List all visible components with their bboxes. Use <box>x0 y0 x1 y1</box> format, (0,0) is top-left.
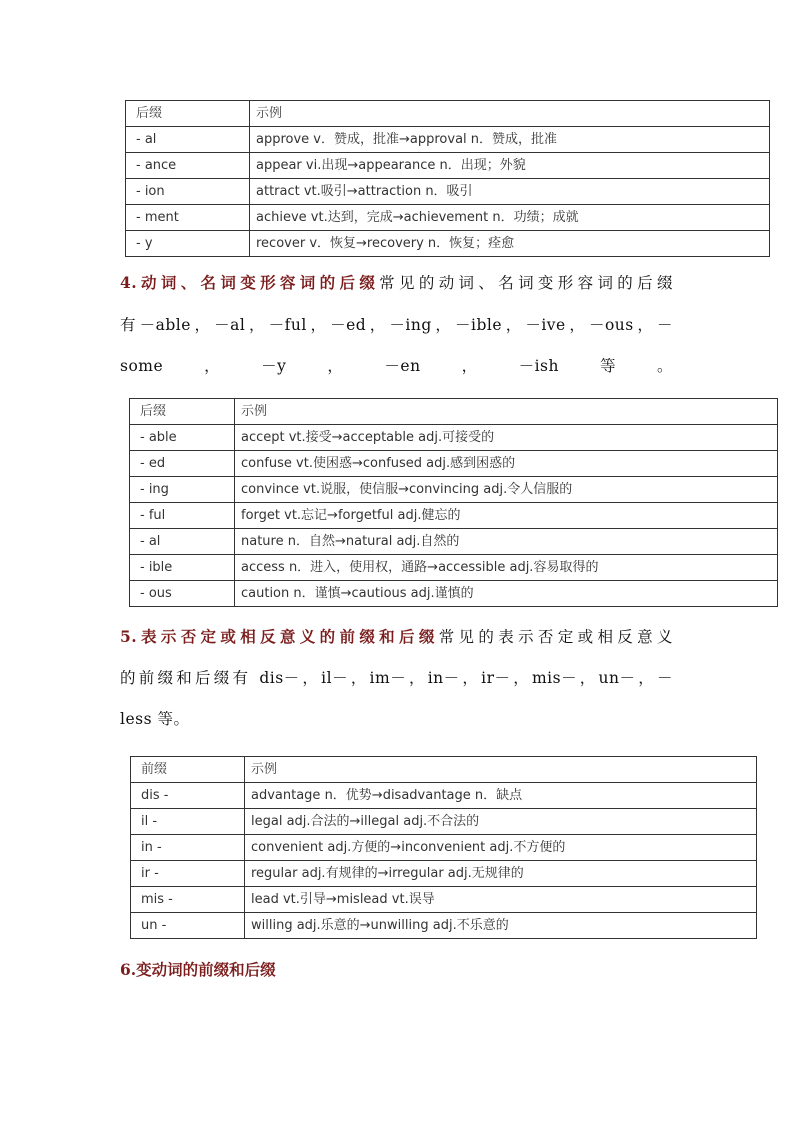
paragraph-line: 有－able，－al，－ful，－ed，－ing，－ible，－ive，－ous，－ <box>120 316 673 334</box>
table-header-row <box>131 757 757 783</box>
paragraph-text: 常见的动词、名词变形容词的后缀 <box>379 274 673 292</box>
affix-cell: - ance <box>126 153 250 179</box>
table-row <box>130 555 778 581</box>
example-cell: forget vt.忘记→forgetful adj.健忘的 <box>235 503 778 529</box>
example-cell: appear vi.出现→appearance n．出现；外貌 <box>250 153 770 179</box>
affix-cell: - ment <box>126 205 250 231</box>
table-row <box>126 179 770 205</box>
table-row <box>130 425 778 451</box>
example-cell: advantage n．优势→disadvantage n．缺点 <box>245 783 757 809</box>
affix-cell: mis - <box>131 887 245 913</box>
affix-cell: - ion <box>126 179 250 205</box>
section-6-heading: 6.变动词的前缀和后缀 <box>120 960 276 979</box>
example-cell: legal adj.合法的→illegal adj.不合法的 <box>245 809 757 835</box>
table-row <box>130 529 778 555</box>
paragraph-text: 常见的表示否定或相反意义 <box>438 628 673 646</box>
table-row <box>126 231 770 257</box>
affix-cell: - ful <box>130 503 235 529</box>
affix-cell: - ible <box>130 555 235 581</box>
header-cell: 示例 <box>245 757 757 783</box>
example-cell: approve v．赞成，批准→approval n．赞成，批准 <box>250 127 770 153</box>
example-cell: regular adj.有规律的→irregular adj.无规律的 <box>245 861 757 887</box>
affix-cell: - ing <box>130 477 235 503</box>
table-noun-suffixes <box>125 100 770 257</box>
example-cell: willing adj.乐意的→unwilling adj.不乐意的 <box>245 913 757 939</box>
affix-cell: - ous <box>130 581 235 607</box>
affix-cell: - able <box>130 425 235 451</box>
table-header-row <box>130 399 778 425</box>
example-cell: access n．进入，使用权，通路→accessible adj.容易取得的 <box>235 555 778 581</box>
example-cell: nature n．自然→natural adj.自然的 <box>235 529 778 555</box>
affix-cell: dis - <box>131 783 245 809</box>
header-cell: 示例 <box>250 101 770 127</box>
table-row <box>126 127 770 153</box>
header-cell: 后缀 <box>130 399 235 425</box>
paragraph-line <box>120 616 673 658</box>
section-heading: 5.表示否定或相反意义的前缀和后缀 <box>120 627 439 646</box>
example-cell: attract vt.吸引→attraction n．吸引 <box>250 179 770 205</box>
section-heading: 4.动词、名词变形容词的后缀 <box>120 273 380 292</box>
example-cell: accept vt.接受→acceptable adj.可接受的 <box>235 425 778 451</box>
table-row <box>131 835 757 861</box>
example-cell: achieve vt.达到，完成→achievement n．功绩；成就 <box>250 205 770 231</box>
example-cell: recover v．恢复→recovery n．恢复；痊愈 <box>250 231 770 257</box>
example-cell: convenient adj.方便的→inconvenient adj.不方便的 <box>245 835 757 861</box>
affix-cell: - al <box>126 127 250 153</box>
affix-cell: - ed <box>130 451 235 477</box>
paragraph-line: some，－y，－en，－ish等。 <box>120 357 673 375</box>
table-row <box>131 887 757 913</box>
table-row <box>131 783 757 809</box>
table-row <box>131 809 757 835</box>
example-cell: convince vt.说服，使信服→convincing adj.令人信服的 <box>235 477 778 503</box>
table-row <box>131 913 757 939</box>
header-cell: 后缀 <box>126 101 250 127</box>
table-header-row <box>126 101 770 127</box>
affix-cell: in - <box>131 835 245 861</box>
affix-cell: un - <box>131 913 245 939</box>
affix-cell: - al <box>130 529 235 555</box>
paragraph-line: 的前缀和后缀有 dis－，il－，im－，in－，ir－，mis－，un－，－ <box>120 669 673 687</box>
header-cell: 前缀 <box>131 757 245 783</box>
table-row <box>126 205 770 231</box>
table-row <box>130 451 778 477</box>
table-row <box>131 861 757 887</box>
table-row <box>126 153 770 179</box>
paragraph-line: less 等。 <box>120 710 190 728</box>
header-cell: 示例 <box>235 399 778 425</box>
paragraph-line <box>120 262 673 304</box>
table-adjective-suffixes <box>129 398 778 607</box>
table-row <box>130 503 778 529</box>
table-negative-prefixes <box>130 756 757 939</box>
affix-cell: il - <box>131 809 245 835</box>
affix-cell: - y <box>126 231 250 257</box>
affix-cell: ir - <box>131 861 245 887</box>
table-row <box>130 581 778 607</box>
example-cell: lead vt.引导→mislead vt.误导 <box>245 887 757 913</box>
example-cell: caution n．谨慎→cautious adj.谨慎的 <box>235 581 778 607</box>
table-row <box>130 477 778 503</box>
example-cell: confuse vt.使困惑→confused adj.感到困惑的 <box>235 451 778 477</box>
